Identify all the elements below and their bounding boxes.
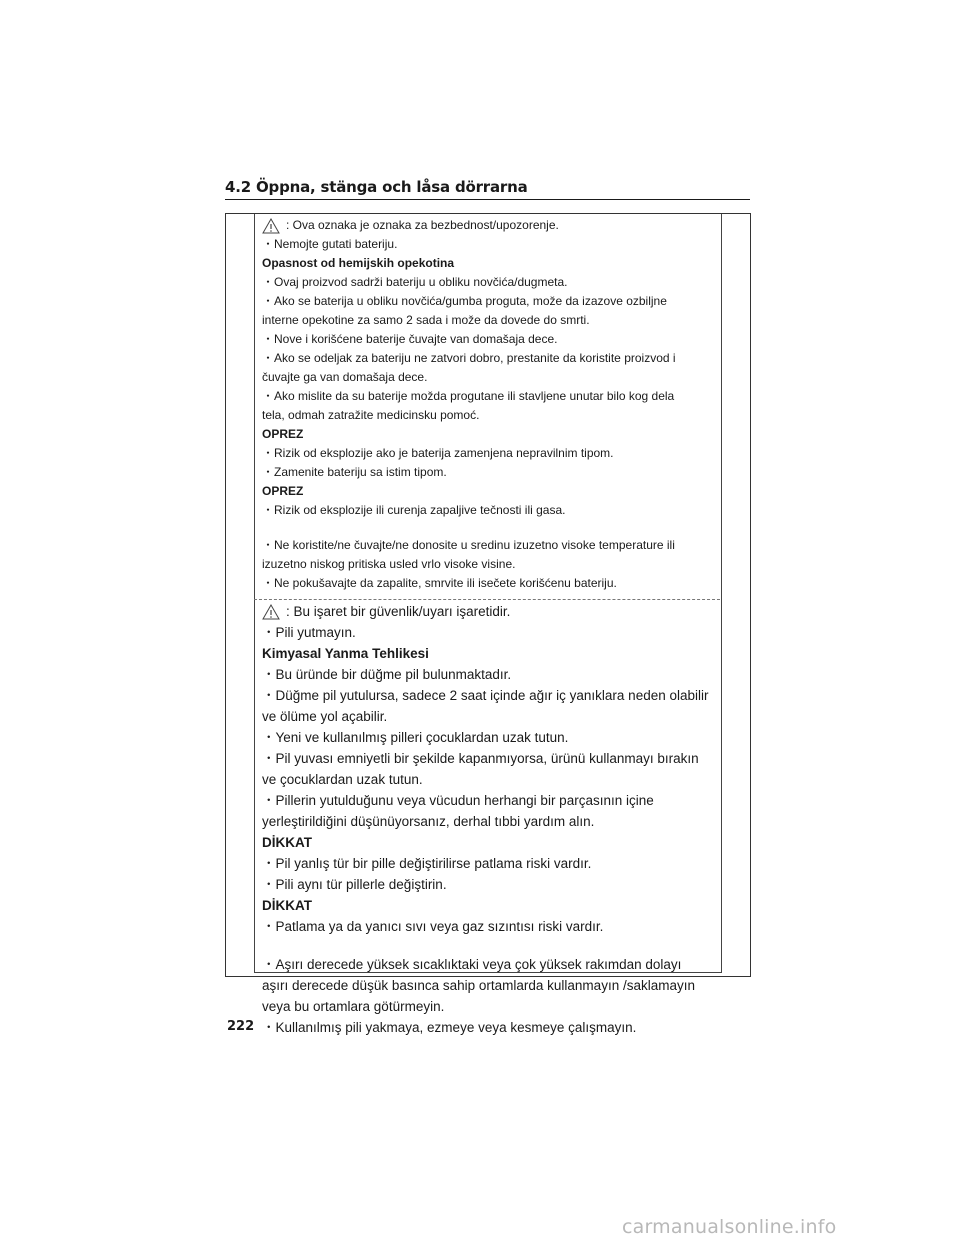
text-line: yerleştirildiğini düşünüyorsanız, derhal tıbbi yardım alın. (262, 814, 595, 829)
subheading: OPREZ (262, 427, 304, 441)
subheading: DİKKAT (262, 835, 312, 850)
text-line: ・Pil yanlış tür bir pille değiştirilirse patlama riski vardır. (262, 856, 592, 871)
warning-line (262, 601, 717, 622)
warning-line (262, 216, 717, 235)
section-header (225, 178, 750, 200)
spacer (262, 937, 717, 954)
text-line: ・Nemojte gutati bateriju. (262, 237, 398, 251)
text-line: čuvajte ga van domašaja dece. (262, 370, 428, 384)
text-line: ・Pil yuvası emniyetli bir şekilde kapanmıyorsa, ürünü kullanmayı bırakın (262, 751, 699, 766)
text-line: ・Yeni ve kullanılmış pilleri çocuklardan uzak tutun. (262, 730, 569, 745)
text-line: ・Rizik od eksplozije ako je baterija zamenjena nepravilnim tipom. (262, 446, 614, 460)
text-line: aşırı derecede düşük basınca sahip ortamlarda kullanmayın /saklamayın (262, 978, 695, 993)
warning-triangle-icon (262, 218, 280, 234)
text-line: ・Kullanılmış pili yakmaya, ezmeye veya kesmeye çalışmayın. (262, 1020, 637, 1035)
text-line: ・Ako se baterija u obliku novčića/gumba proguta, može da izazove ozbiljne (262, 294, 667, 308)
text-line: ・Pillerin yutulduğunu veya vücudun herhangi bir parçasının içine (262, 793, 654, 808)
text-line: veya bu ortamlara götürmeyin. (262, 999, 445, 1014)
subheading: Opasnost od hemijskih opekotina (262, 256, 455, 270)
section-title: 4.2 Öppna, stänga och låsa dörrarna (225, 178, 528, 196)
text-line: izuzetno niskog pritiska usled vrlo visoke visine. (262, 557, 516, 571)
warning-text: : Ova oznaka je oznaka za bezbednost/upozorenje. (286, 218, 559, 232)
text-line: interne opekotine za samo 2 sada i može da dovede do smrti. (262, 313, 590, 327)
text-line: ・Zamenite bateriju sa istim tipom. (262, 465, 447, 479)
text-line: ve çocuklardan uzak tutun. (262, 772, 423, 787)
text-line: ・Pili yutmayın. (262, 625, 356, 640)
section-divider (254, 599, 720, 600)
text-line: ・Ovaj proizvod sadrži bateriju u obliku novčića/dugmeta. (262, 275, 568, 289)
text-line: ・Bu üründe bir düğme pil bulunmaktadır. (262, 667, 512, 682)
subheading: Kimyasal Yanma Tehlikesi (262, 646, 429, 661)
text-line: tela, odmah zatražite medicinsku pomoć. (262, 408, 480, 422)
text-line: ・Rizik od eksplozije ili curenja zapaljive tečnosti ili gasa. (262, 503, 566, 517)
text-line: ・Ako se odeljak za bateriju ne zatvori dobro, prestanite da koristite proizvod i (262, 351, 676, 365)
spacer (262, 520, 717, 536)
text-line: ・Patlama ya da yanıcı sıvı veya gaz sızıntısı riski vardır. (262, 919, 604, 934)
text-line: ・Aşırı derecede yüksek sıcaklıktaki veya çok yüksek rakımdan dolayı (262, 957, 682, 972)
subheading: DİKKAT (262, 898, 312, 913)
notice-section-turkish (262, 601, 717, 1038)
text-line: ・Düğme pil yutulursa, sadece 2 saat içinde ağır iç yanıklara neden olabilir (262, 688, 709, 703)
text-line: ・Nove i korišćene baterije čuvajte van domašaja dece. (262, 332, 558, 346)
notice-section-serbian (262, 216, 717, 593)
text-line: ・Ne koristite/ne čuvajte/ne donosite u sredinu izuzetno visoke temperature ili (262, 538, 675, 552)
text-line: ve ölüme yol açabilir. (262, 709, 388, 724)
subheading: OPREZ (262, 484, 304, 498)
text-line: ・Ne pokušavajte da zapalite, smrvite ili isečete korišćenu bateriju. (262, 576, 617, 590)
text-line: ・Pili aynı tür pillerle değiştirin. (262, 877, 447, 892)
warning-text: : Bu işaret bir güvenlik/uyarı işaretidir. (286, 604, 511, 619)
watermark: carmanualsonline.info (622, 1216, 837, 1238)
page-number: 222 (227, 1019, 255, 1034)
text-line: ・Ako mislite da su baterije možda progutane ili stavljene unutar bilo kog dela (262, 389, 675, 403)
warning-triangle-icon (262, 604, 280, 620)
